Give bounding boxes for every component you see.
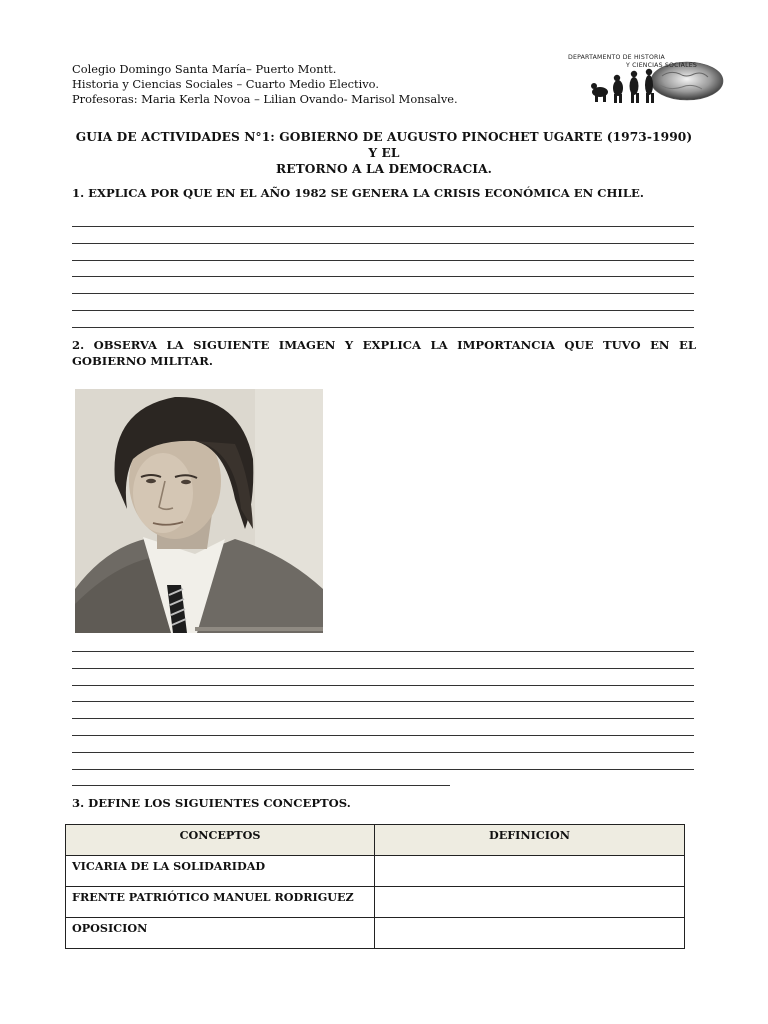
- answer-line[interactable]: [72, 310, 694, 311]
- portrait-photo: [75, 389, 323, 633]
- answer-line[interactable]: [72, 735, 694, 736]
- column-header-conceptos: CONCEPTOS: [66, 825, 375, 856]
- answer-line[interactable]: [72, 685, 694, 686]
- answer-line[interactable]: [72, 226, 694, 227]
- answer-line[interactable]: [72, 785, 450, 786]
- table-row: [66, 887, 685, 918]
- department-logo: [562, 52, 727, 104]
- concepts-table: [65, 824, 685, 949]
- answer-line[interactable]: [72, 651, 694, 652]
- answer-line[interactable]: [72, 701, 694, 702]
- answer-lines-2[interactable]: [72, 651, 694, 802]
- definition-cell[interactable]: [375, 887, 685, 918]
- definition-cell[interactable]: [375, 856, 685, 887]
- answer-line[interactable]: [72, 276, 694, 277]
- question-3: 3. DEFINE LOS SIGUIENTES CONCEPTOS.: [72, 796, 351, 810]
- concept-cell: VICARIA DE LA SOLIDARIDAD: [66, 856, 375, 887]
- definition-cell[interactable]: [375, 918, 685, 949]
- question-2: 2. OBSERVA LA SIGUIENTE IMAGEN Y EXPLICA LA IMPORTANCIA QUE TUVO EN EL GOBIERNO MILITAR.: [72, 338, 696, 368]
- question-1: 1. EXPLICA POR QUE EN EL AÑO 1982 SE GENERA LA CRISIS ECONÓMICA EN CHILE.: [72, 186, 644, 200]
- department-logo-text: DEPARTAMENTO DE HISTORIA Y CIENCIAS SOCIALES: [568, 54, 697, 69]
- table-row: [66, 918, 685, 949]
- concept-cell: FRENTE PATRIÓTICO MANUEL RODRIGUEZ: [66, 887, 375, 918]
- answer-line[interactable]: [72, 769, 694, 770]
- page-title: GUIA DE ACTIVIDADES N°1: GOBIERNO DE AUGUSTO PINOCHET UGARTE (1973-1990) Y EL RETORNO A LA DEMOCRACIA.: [75, 130, 693, 176]
- school-header: [72, 62, 458, 107]
- portrait-image: [75, 389, 323, 633]
- answer-line[interactable]: [72, 718, 694, 719]
- course-name: Historia y Ciencias Sociales – Cuarto Medio Electivo.: [72, 77, 379, 91]
- school-name: Colegio Domingo Santa María– Puerto Montt.: [72, 62, 337, 76]
- answer-line[interactable]: [72, 243, 694, 244]
- concept-cell: OPOSICION: [66, 918, 375, 949]
- answer-line[interactable]: [72, 668, 694, 669]
- answer-line[interactable]: [72, 752, 694, 753]
- answer-line[interactable]: [72, 260, 694, 261]
- answer-lines-1[interactable]: [72, 226, 694, 344]
- column-header-definicion: DEFINICION: [375, 825, 685, 856]
- teachers: Profesoras: Maria Kerla Novoa – Lilian Ovando- Marisol Monsalve.: [72, 92, 458, 106]
- table-row: [66, 856, 685, 887]
- answer-line[interactable]: [72, 327, 694, 328]
- answer-line[interactable]: [72, 293, 694, 294]
- table-header-row: [66, 825, 685, 856]
